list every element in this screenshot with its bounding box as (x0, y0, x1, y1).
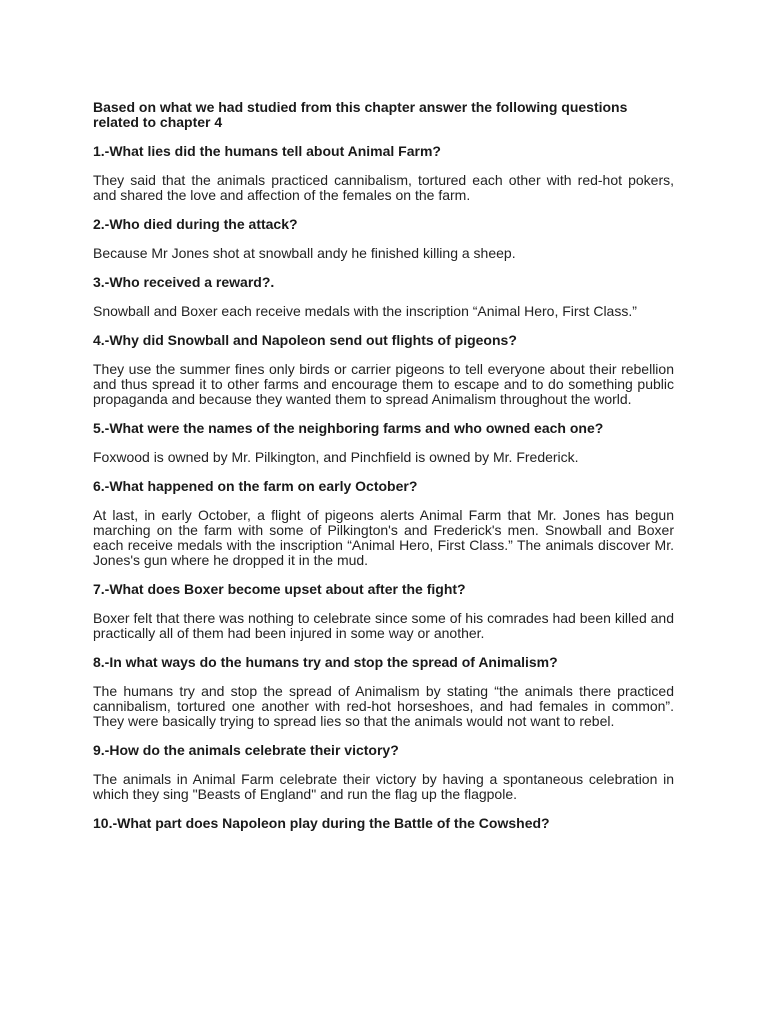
question-6: 6.-What happened on the farm on early October? (93, 478, 418, 494)
question-7: 7.-What does Boxer become upset about after the fight? (93, 581, 466, 597)
answer-2: Because Mr Jones shot at snowball andy he finished killing a sheep. (93, 245, 516, 261)
answer-3: Snowball and Boxer each receive medals with the inscription “Animal Hero, First Class.” (93, 303, 637, 319)
question-4: 4.-Why did Snowball and Napoleon send out flights of pigeons? (93, 332, 517, 348)
answer-7: Boxer felt that there was nothing to celebrate since some of his comrades had been killed and practically all of them had been injured in some way or another. (93, 610, 674, 641)
question-5: 5.-What were the names of the neighboring farms and who owned each one? (93, 420, 604, 436)
question-9: 9.-How do the animals celebrate their victory? (93, 742, 399, 758)
question-8: 8.-In what ways do the humans try and stop the spread of Animalism? (93, 654, 558, 670)
intro-heading: Based on what we had studied from this chapter answer the following questions related to chapter 4 (93, 99, 628, 130)
answer-5: Foxwood is owned by Mr. Pilkington, and Pinchfield is owned by Mr. Frederick. (93, 449, 579, 465)
question-10: 10.-What part does Napoleon play during the Battle of the Cowshed? (93, 815, 550, 831)
answer-1: They said that the animals practiced cannibalism, tortured each other with red-hot pokers, and shared the love and affection of the females on the farm. (93, 172, 674, 203)
answer-9: The animals in Animal Farm celebrate their victory by having a spontaneous celebration in which they sing "Beasts of England" and run the flag up the flagpole. (93, 771, 674, 802)
document-page (93, 100, 674, 845)
answer-8: The humans try and stop the spread of Animalism by stating “the animals there practiced cannibalism, tortured one another with red-hot horseshoes, and had females in common”. They were basically trying to spread lies so that the animals would not want to rebel. (93, 683, 674, 729)
question-1: 1.-What lies did the humans tell about Animal Farm? (93, 143, 441, 159)
answer-4: They use the summer fines only birds or carrier pigeons to tell everyone about their rebellion and thus spread it to other farms and encourage them to escape and to do something public propaganda and because they wanted them to spread Animalism throughout the world. (93, 361, 674, 407)
question-3: 3.-Who received a reward?. (93, 274, 275, 290)
answer-6: At last, in early October, a flight of pigeons alerts Animal Farm that Mr. Jones has begun marching on the farm with some of Pilkington's and Frederick's men. Snowball and Boxer each receive medals with the inscription “Animal Hero, First Class.” The animals discover Mr. Jones's gun where he dropped it in the mud. (93, 507, 674, 568)
question-2: 2.-Who died during the attack? (93, 216, 298, 232)
